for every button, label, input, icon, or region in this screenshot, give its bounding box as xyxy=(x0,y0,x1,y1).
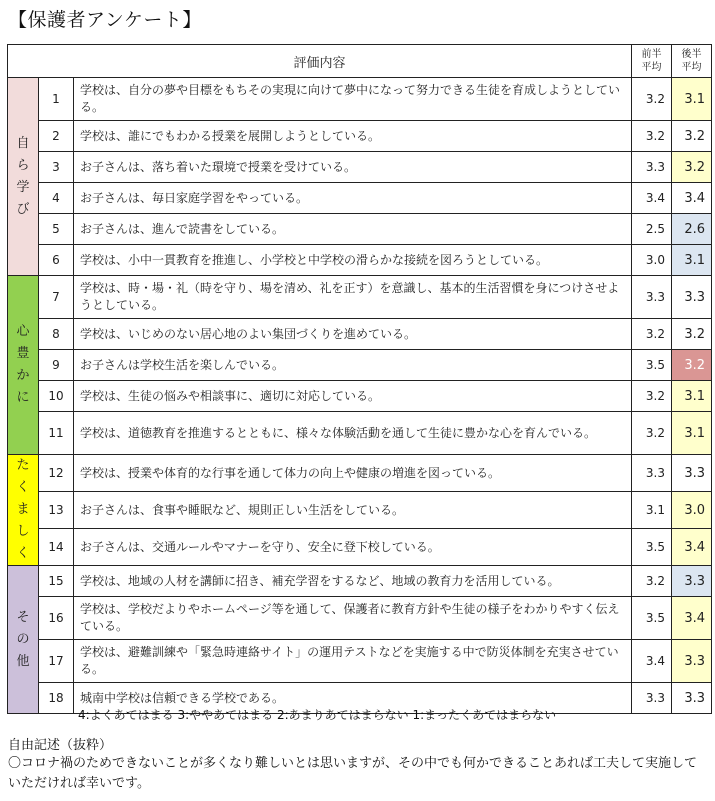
prev-average: 3.5 xyxy=(632,350,672,381)
item-text: 学校は、道徳教育を推進するとともに、様々な体験活動を通して生徒に豊かな心を育んでいる。 xyxy=(74,412,632,455)
table-row xyxy=(8,319,712,350)
current-average: 3.4 xyxy=(672,529,712,566)
category-label: た く ま し く xyxy=(8,455,39,566)
current-average: 3.2 xyxy=(672,319,712,350)
item-number: 14 xyxy=(39,529,74,566)
table-row xyxy=(8,412,712,455)
prev-average: 3.3 xyxy=(632,276,672,319)
prev-average: 3.2 xyxy=(632,78,672,121)
item-number: 4 xyxy=(39,183,74,214)
prev-average: 3.3 xyxy=(632,455,672,492)
table-header-row xyxy=(8,45,712,78)
current-average: 3.3 xyxy=(672,455,712,492)
prev-average: 3.2 xyxy=(632,412,672,455)
current-average: 3.4 xyxy=(672,597,712,640)
prev-average: 3.3 xyxy=(632,152,672,183)
table-row xyxy=(8,245,712,276)
item-text: お子さんは、毎日家庭学習をやっている。 xyxy=(74,183,632,214)
category-label: 心 豊 か に xyxy=(8,276,39,455)
table-row xyxy=(8,152,712,183)
item-number: 17 xyxy=(39,640,74,683)
current-average: 3.3 xyxy=(672,276,712,319)
item-number: 15 xyxy=(39,566,74,597)
prev-average: 3.5 xyxy=(632,597,672,640)
item-number: 1 xyxy=(39,78,74,121)
survey-table xyxy=(7,44,712,714)
item-text: 学校は、地域の人材を講師に招き、補充学習をするなど、地域の教育力を活用している。 xyxy=(74,566,632,597)
prev-average: 3.5 xyxy=(632,529,672,566)
item-number: 13 xyxy=(39,492,74,529)
item-text: お子さんは、食事や睡眠など、規則正しい生活をしている。 xyxy=(74,492,632,529)
current-average: 2.6 xyxy=(672,214,712,245)
table-row xyxy=(8,381,712,412)
current-average: 3.2 xyxy=(672,152,712,183)
item-number: 5 xyxy=(39,214,74,245)
free-comment-heading: 自由記述（抜粋） xyxy=(8,738,113,753)
item-text: 学校は、学校だよりやホームページ等を通して、保護者に教育方針や生徒の様子をわかりやすく伝えている。 xyxy=(74,597,632,640)
header-cur-avg: 後半 平均 xyxy=(672,45,712,78)
prev-average: 3.2 xyxy=(632,381,672,412)
rating-legend: 4:よくあてはまる 3:ややあてはまる 2:あまりあてはまらない 1:まったくあてはまらない xyxy=(78,708,557,722)
table-row xyxy=(8,78,712,121)
current-average: 3.2 xyxy=(672,121,712,152)
item-text: 学校は、いじめのない居心地のよい集団づくりを進めている。 xyxy=(74,319,632,350)
current-average: 3.3 xyxy=(672,640,712,683)
prev-average: 3.1 xyxy=(632,492,672,529)
prev-average: 3.2 xyxy=(632,566,672,597)
table-row xyxy=(8,350,712,381)
current-average: 3.1 xyxy=(672,412,712,455)
item-text: 学校は、生徒の悩みや相談事に、適切に対応している。 xyxy=(74,381,632,412)
item-number: 16 xyxy=(39,597,74,640)
table-row xyxy=(8,276,712,319)
current-average: 3.1 xyxy=(672,381,712,412)
item-number: 3 xyxy=(39,152,74,183)
table-row xyxy=(8,640,712,683)
item-number: 12 xyxy=(39,455,74,492)
item-number: 9 xyxy=(39,350,74,381)
prev-average: 2.5 xyxy=(632,214,672,245)
item-text: 学校は、授業や体育的な行事を通して体力の向上や健康の増進を図っている。 xyxy=(74,455,632,492)
table-row xyxy=(8,455,712,492)
item-text: お子さんは、落ち着いた環境で授業を受けている。 xyxy=(74,152,632,183)
table-row xyxy=(8,566,712,597)
prev-average: 3.4 xyxy=(632,183,672,214)
table-row xyxy=(8,214,712,245)
prev-average: 3.3 xyxy=(632,683,672,714)
header-prev-avg: 前半 平均 xyxy=(632,45,672,78)
current-average: 3.3 xyxy=(672,566,712,597)
header-item: 評価内容 xyxy=(8,45,632,78)
category-label: 自 ら 学 び xyxy=(8,78,39,276)
free-comment-text: 〇コロナ禍のためできないことが多くなり難しいとは思いますが、その中でも何かできることあれば工夫して実施していただければ幸いです。 xyxy=(8,756,698,791)
current-average: 3.1 xyxy=(672,78,712,121)
item-number: 8 xyxy=(39,319,74,350)
current-average: 3.0 xyxy=(672,492,712,529)
prev-average: 3.2 xyxy=(632,121,672,152)
item-number: 11 xyxy=(39,412,74,455)
item-number: 2 xyxy=(39,121,74,152)
current-average: 3.3 xyxy=(672,683,712,714)
category-label: そ の 他 xyxy=(8,566,39,714)
item-number: 18 xyxy=(39,683,74,714)
table-row xyxy=(8,529,712,566)
item-text: 学校は、自分の夢や目標をもちその実現に向けて夢中になって努力できる生徒を育成しようとしている。 xyxy=(74,78,632,121)
current-average: 3.2 xyxy=(672,350,712,381)
item-text: 学校は、時・場・礼（時を守り、場を清め、礼を正す）を意識し、基本的生活習慣を身につけさせようとしている。 xyxy=(74,276,632,319)
item-text: 学校は、避難訓練や「緊急時連絡サイト」の運用テストなどを実施する中で防災体制を充実させている。 xyxy=(74,640,632,683)
item-text: 学校は、小中一貫教育を推進し、小学校と中学校の滑らかな接続を図ろうとしている。 xyxy=(74,245,632,276)
page-title: 【保護者アンケート】 xyxy=(8,9,202,31)
item-text: 学校は、誰にでもわかる授業を展開しようとしている。 xyxy=(74,121,632,152)
item-text: お子さんは、進んで読書をしている。 xyxy=(74,214,632,245)
table-row xyxy=(8,121,712,152)
item-number: 10 xyxy=(39,381,74,412)
current-average: 3.4 xyxy=(672,183,712,214)
item-text: 城南中学校は信頼できる学校である。 xyxy=(74,683,632,714)
prev-average: 3.0 xyxy=(632,245,672,276)
table-row xyxy=(8,183,712,214)
prev-average: 3.2 xyxy=(632,319,672,350)
item-text: お子さんは、交通ルールやマナーを守り、安全に登下校している。 xyxy=(74,529,632,566)
item-number: 7 xyxy=(39,276,74,319)
item-text: お子さんは学校生活を楽しんでいる。 xyxy=(74,350,632,381)
current-average: 3.1 xyxy=(672,245,712,276)
prev-average: 3.4 xyxy=(632,640,672,683)
table-row xyxy=(8,492,712,529)
table-row xyxy=(8,597,712,640)
item-number: 6 xyxy=(39,245,74,276)
